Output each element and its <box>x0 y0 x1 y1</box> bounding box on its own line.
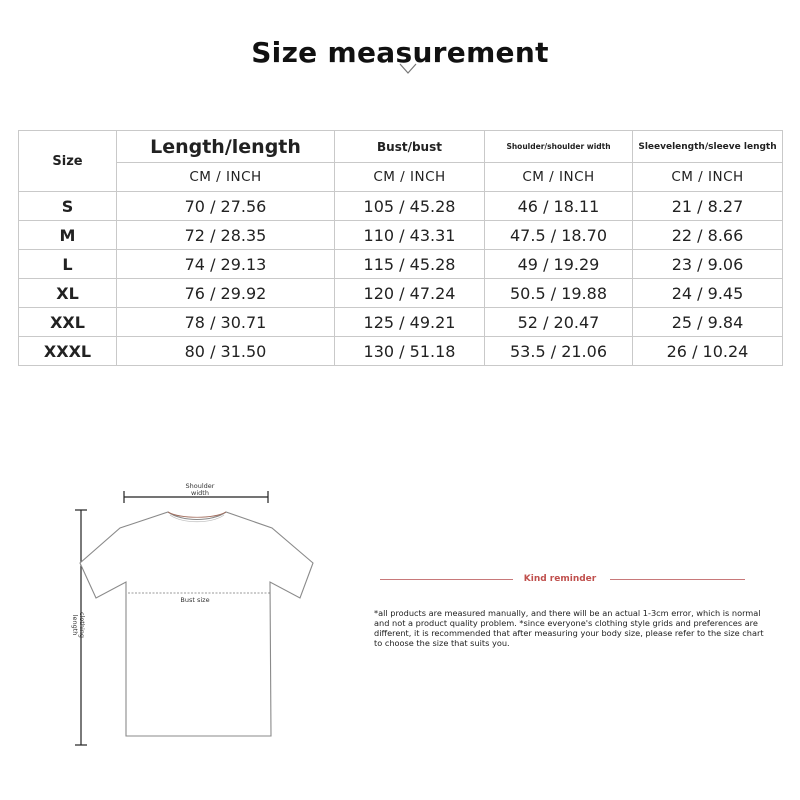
clothing-length-label <box>71 595 85 655</box>
shoulder-cell: 46 / 18.11 <box>485 192 633 221</box>
shoulder-label <box>170 483 230 497</box>
unit-row <box>19 163 783 192</box>
table-row <box>19 250 783 279</box>
shoulder-cell: 52 / 20.47 <box>485 308 633 337</box>
size-cell: XL <box>19 279 117 308</box>
unit-sleeve: CM / INCH <box>633 163 783 192</box>
reminder-divider-right <box>610 579 745 580</box>
shoulder-label-line2: width <box>191 489 209 497</box>
sleeve-cell: 22 / 8.66 <box>633 221 783 250</box>
shoulder-cell: 47.5 / 18.70 <box>485 221 633 250</box>
table-row <box>19 192 783 221</box>
tshirt-diagram <box>0 470 360 770</box>
sleeve-cell: 25 / 9.84 <box>633 308 783 337</box>
bust-cell: 130 / 51.18 <box>335 337 485 366</box>
unit-shoulder: CM / INCH <box>485 163 633 192</box>
unit-bust: CM / INCH <box>335 163 485 192</box>
length-cell: 78 / 30.71 <box>117 308 335 337</box>
size-header: Size <box>19 131 117 192</box>
size-table <box>18 130 783 366</box>
shoulder-cell: 49 / 19.29 <box>485 250 633 279</box>
column-header-sleeve: Sleevelength/sleeve length <box>633 131 783 163</box>
sleeve-cell: 24 / 9.45 <box>633 279 783 308</box>
shoulder-cell: 50.5 / 19.88 <box>485 279 633 308</box>
bust-cell: 120 / 47.24 <box>335 279 485 308</box>
shoulder-label-line1: Shoulder <box>185 482 215 490</box>
column-header-shoulder: Shoulder/shoulder width <box>485 131 633 163</box>
table-row <box>19 221 783 250</box>
column-header-bust: Bust/bust <box>335 131 485 163</box>
sleeve-cell: 21 / 8.27 <box>633 192 783 221</box>
size-cell: XXXL <box>19 337 117 366</box>
bust-cell: 110 / 43.31 <box>335 221 485 250</box>
clothing-label-line2: length <box>71 614 79 636</box>
bust-cell: 125 / 49.21 <box>335 308 485 337</box>
table-row <box>19 308 783 337</box>
tshirt-outline <box>80 512 313 736</box>
column-header-length: Length/length <box>117 131 335 163</box>
chevron-down-icon <box>398 62 418 76</box>
length-cell: 80 / 31.50 <box>117 337 335 366</box>
size-cell: M <box>19 221 117 250</box>
size-cell: S <box>19 192 117 221</box>
reminder-title: Kind reminder <box>523 574 597 584</box>
page-title: Size measurement <box>251 36 549 69</box>
table-row <box>19 337 783 366</box>
size-cell: XXL <box>19 308 117 337</box>
bust-cell: 105 / 45.28 <box>335 192 485 221</box>
length-cell: 72 / 28.35 <box>117 221 335 250</box>
size-cell: L <box>19 250 117 279</box>
unit-length: CM / INCH <box>117 163 335 192</box>
table-row <box>19 279 783 308</box>
header-row <box>19 131 783 163</box>
bust-label: Bust size <box>180 596 210 604</box>
clothing-label-line1: clothing <box>78 611 86 639</box>
length-cell: 74 / 29.13 <box>117 250 335 279</box>
shoulder-cell: 53.5 / 21.06 <box>485 337 633 366</box>
sleeve-cell: 26 / 10.24 <box>633 337 783 366</box>
length-cell: 76 / 29.92 <box>117 279 335 308</box>
reminder-text: *all products are measured manually, and there will be an actual 1-3cm error, which is normal and not a product quality problem. *since everyone's clothing style grids and preferences are different, it is recommended that after measuring your body size, please refer to the size chart to choose the size that suits you. <box>374 608 764 648</box>
bust-cell: 115 / 45.28 <box>335 250 485 279</box>
length-cell: 70 / 27.56 <box>117 192 335 221</box>
sleeve-cell: 23 / 9.06 <box>633 250 783 279</box>
